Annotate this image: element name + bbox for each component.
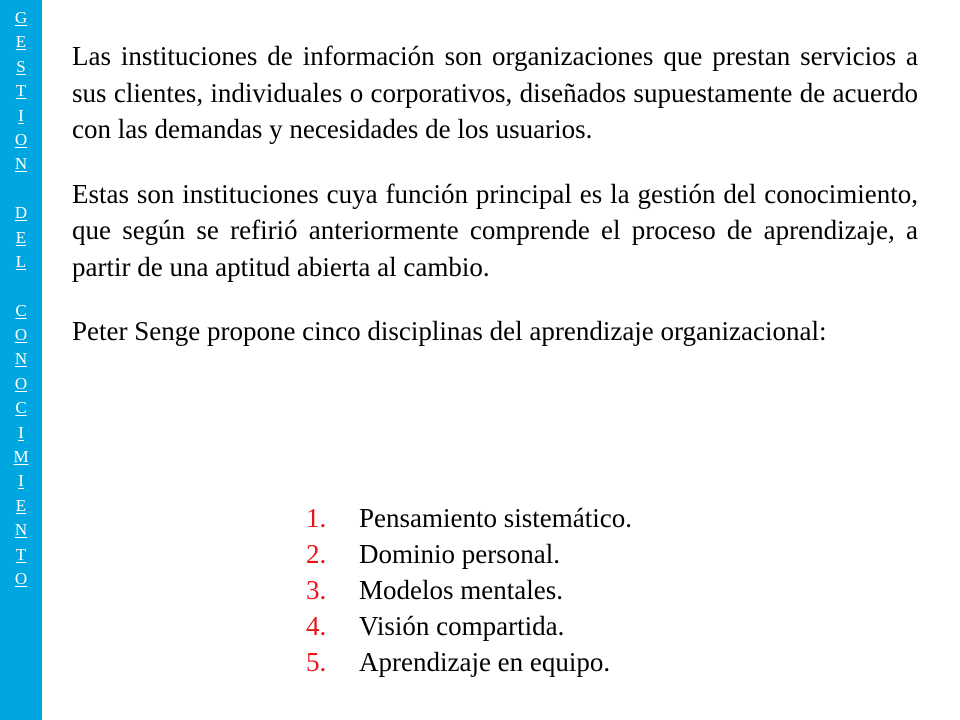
list-item-text: Visión compartida. — [359, 611, 565, 641]
list-item — [306, 500, 632, 536]
list-item — [306, 572, 632, 608]
title-letter: O — [14, 373, 28, 393]
title-letter: I — [18, 105, 24, 125]
title-letter: O — [14, 129, 28, 149]
title-letter: T — [15, 81, 27, 101]
list-item-text: Dominio personal. — [359, 539, 560, 569]
title-letter-space — [0, 274, 42, 298]
list-item — [306, 608, 632, 644]
title-letter: N — [14, 520, 28, 540]
list-number: 2. — [306, 539, 327, 569]
list-number: 4. — [306, 611, 327, 641]
title-letter: M — [13, 447, 29, 467]
title-letter: I — [18, 471, 24, 491]
title-letter: T — [15, 544, 27, 564]
title-letter: O — [14, 568, 28, 588]
list-number: 1. — [306, 503, 327, 533]
title-letter: O — [14, 325, 28, 345]
title-letter: E — [15, 227, 27, 247]
title-letter: E — [15, 32, 27, 52]
title-letter: G — [14, 8, 28, 27]
list-item — [306, 536, 632, 572]
title-letter: N — [14, 154, 28, 174]
paragraph-peter-senge: Peter Senge propone cinco disciplinas del aprendizaje organizacional: — [72, 316, 827, 346]
disciplinas-list — [306, 500, 632, 680]
paragraph-gestion-conocimiento: Estas son instituciones cuya función principal es la gestión del conocimiento, que según se refirió anteriormente comprende el proceso de aprendizaje, a partir de una aptitud abierta al cambio. — [72, 178, 918, 282]
title-letter: S — [16, 56, 26, 76]
slide-body — [72, 38, 918, 378]
vertical-title-bar — [0, 0, 42, 720]
list-item-text: Modelos mentales. — [359, 575, 563, 605]
title-letter: E — [15, 495, 27, 515]
title-letter: L — [15, 251, 27, 271]
title-letter: N — [14, 349, 28, 369]
title-letter: C — [15, 398, 27, 418]
list-number: 5. — [306, 647, 327, 677]
list-item-text: Aprendizaje en equipo. — [359, 647, 611, 677]
title-letter: C — [15, 300, 27, 320]
title-letter: I — [18, 422, 24, 442]
list-item-text: Pensamiento sistemático. — [359, 503, 632, 533]
paragraph-instituciones-informacion: Las instituciones de información son organizaciones que prestan servicios a sus clientes, individuales o corporativos, diseñados supuestamente de acuerdo con las demandas y necesidades de los usuarios. — [72, 41, 918, 144]
title-letter-space — [0, 177, 42, 201]
list-item — [306, 644, 632, 680]
list-number: 3. — [306, 575, 327, 605]
title-letter: D — [14, 203, 28, 223]
vertical-title-gestion-del-conocimiento — [0, 6, 42, 591]
